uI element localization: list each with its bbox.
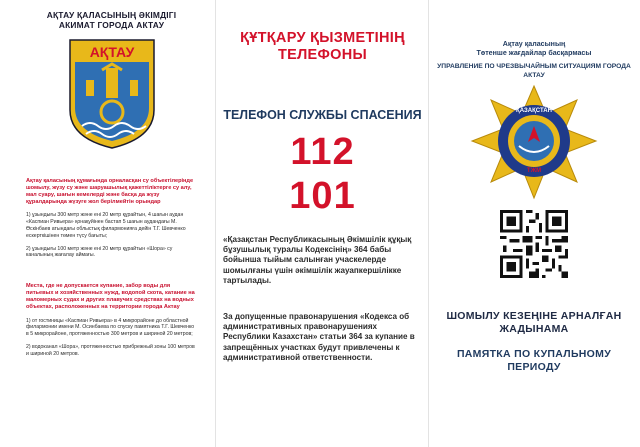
kz-item-1: 1) ұзындығы 300 метр және ені 20 метр құрайтын, 4 шағын аудан «Каспиан Ривьера» қонақүйінен бастап 5 шағын аудандағы М. Өскінбаев атындағы облыстық филармонияға дейін Т.Г. Шевченко ескерткішінен төмен түсу бағыты; [26, 212, 186, 239]
akimat-title-ru: АКИМАТ ГОРОДА АКТАУ [58, 20, 165, 30]
akimat-title-kz: АҚТАУ ҚАЛАСЫНЫҢ ӘКІМДІГІ [46, 10, 177, 20]
emergency-org-kz-1: Ақтау қаласының [502, 40, 566, 48]
rescue-heading-kz: ҚҰТҚАРУ ҚЫЗМЕТІНІҢ ТЕЛЕФОНЫ [240, 30, 405, 63]
right-panel [428, 0, 640, 447]
memo-title-kz: ШОМЫЛУ КЕЗЕҢІНЕ АРНАЛҒАН ЖАДЫНАМА [446, 310, 622, 335]
qr-code-icon[interactable] [500, 210, 568, 278]
legal-text-kz: «Қазақстан Республикасының Әкімшілік құқық бұзушылық туралы Кодексінің» 364 бабы бойынша тыйым салынған учаскелерде шомылғаны үшін әкімшілік жауапкершілікке тартылады. [223, 235, 412, 285]
kz-item-2: 2) ұзындығы 100 метр және ені 20 метр құрайтын «Шора» су каналының жағалау аймағы. [26, 245, 173, 259]
legal-text-ru: За допущенные правонарушения «Кодекса об административных правонарушениях Республики Казахстан» статьи 364 за купание в запрещённых участках будут привлечены к административной ответственности. [223, 312, 415, 362]
middle-panel [215, 0, 428, 447]
ru-item-2: 2) водоканал «Шора», протяженностью прибрежный зоны 100 метров и шириной 20 метров. [26, 343, 195, 357]
warning-ru: Места, где не допускается купание, забор воды для питьевых и хозяйственных нужд, водопой скота, катание на маломерных судах и других плавучих средствах на водных объектах, расположенных на территории города Актау [26, 283, 195, 311]
emergency-emblem-icon [469, 84, 599, 202]
crest-label: АҚТАУ [89, 44, 134, 60]
emblem-abbr: ТЖМ [526, 168, 542, 174]
ru-item-1: 1) от гостиницы «Каспиан Ривьера» в 4 микрорайоне до областной филармонии имени М. Осинбаева по спуску памятника Т.Г. Шевченко в 5 микрорайоне, протяженностью 300 метров и шириной 20 метров; [26, 317, 195, 338]
emergency-org-kz-2: Төтенше жағдайлар басқармасы [476, 48, 592, 57]
left-panel [0, 0, 215, 447]
warning-kz: Ақтау қаласының құмағында орналасқан су объектілерінде шомылу, жүзу су және шаруашылық қажеттіліктерге су алу, мал суару, шағын кемелерді және басқа да жүзу құралдарында жүзуге жол берілмейтін орындар [26, 178, 194, 206]
emblem-top-text: ҚАЗАҚСТАН [516, 108, 552, 114]
aktau-crest-icon [66, 38, 158, 150]
rescue-heading-ru: ТЕЛЕФОН СЛУЖБЫ СПАСЕНИЯ [223, 108, 422, 122]
emergency-org-ru: УПРАВЛЕНИЕ ПО ЧРЕЗВЫЧАЙНЫМ СИТУАЦИЯМ ГОРОДА АКТАУ [437, 63, 631, 79]
memo-title-ru: ПАМЯТКА ПО КУПАЛЬНОМУ ПЕРИОДУ [456, 348, 612, 373]
phone-101: 101 [289, 175, 356, 217]
phone-112: 112 [290, 131, 355, 173]
